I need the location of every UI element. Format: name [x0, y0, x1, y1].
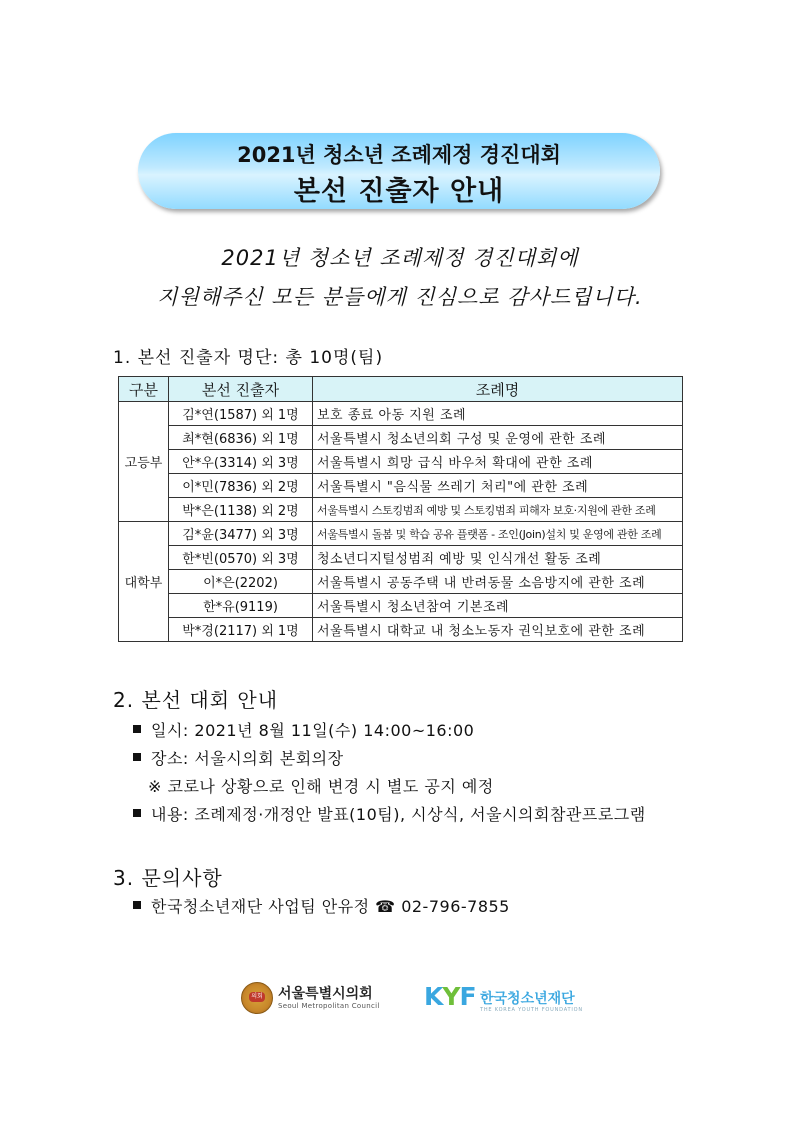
table-row — [119, 450, 683, 474]
section-3-heading: 3. 문의사항 — [113, 866, 223, 890]
table-row — [119, 546, 683, 570]
council-seal-text: 의회 — [249, 992, 265, 1002]
table-row — [119, 426, 683, 450]
ordinance-title: 서울특별시 스토킹범죄 예방 및 스토킹범죄 피해자 보호·지원에 관한 조례 — [313, 498, 683, 522]
finalist-name: 박*은(1138) 외 2명 — [169, 498, 313, 522]
foundation-name: 한국청소년재단 — [480, 991, 575, 1007]
bullet-square-icon — [133, 753, 141, 761]
table-row — [119, 402, 683, 426]
header-finalist: 본선 진출자 — [169, 377, 313, 402]
ordinance-title: 서울특별시 공동주택 내 반려동물 소음방지에 관한 조례 — [313, 570, 683, 594]
table-row — [119, 498, 683, 522]
event-date-text: 일시: 2021년 8월 11일(수) 14:00~16:00 — [151, 721, 475, 740]
event-date — [133, 718, 474, 741]
council-name: 서울특별시의회 — [278, 986, 373, 1002]
table-row — [119, 570, 683, 594]
table-row — [119, 474, 683, 498]
event-content-text: 내용: 조례제정·개정안 발표(10팀), 시상식, 서울시의회참관프로그램 — [151, 805, 646, 824]
finalist-name: 한*빈(0570) 외 3명 — [169, 546, 313, 570]
table-row — [119, 594, 683, 618]
division-university: 대학부 — [119, 522, 169, 642]
finalist-name: 최*현(6836) 외 1명 — [169, 426, 313, 450]
contact-text: 한국청소년재단 사업팀 안유정 ☎ 02-796-7855 — [151, 897, 510, 916]
title-banner — [138, 133, 660, 209]
ordinance-title: 서울특별시 대학교 내 청소노동자 권익보호에 관한 조례 — [313, 618, 683, 642]
header-ordinance: 조례명 — [313, 377, 683, 402]
ordinance-title: 보호 종료 아동 지원 조례 — [313, 402, 683, 426]
bullet-square-icon — [133, 809, 141, 817]
event-place — [133, 746, 344, 769]
greeting-line-2: 지원해주신 모든 분들에게 진심으로 감사드립니다. — [157, 285, 643, 309]
foundation-subtitle: THE KOREA YOUTH FOUNDATION — [480, 1007, 583, 1013]
finalist-name: 김*연(1587) 외 1명 — [169, 402, 313, 426]
finalist-name: 김*윤(3477) 외 3명 — [169, 522, 313, 546]
division-highschool: 고등부 — [119, 402, 169, 522]
banner-subtitle: 본선 진출자 안내 — [293, 176, 505, 207]
ordinance-title: 서울특별시 돌봄 및 학습 공유 플랫폼 - 조인(Join)설치 및 운영에 관한 조례 — [313, 522, 683, 546]
event-note: ※ 코로나 상황으로 인해 변경 시 별도 공지 예정 — [148, 777, 494, 796]
ordinance-title: 서울특별시 "음식물 쓰레기 처리"에 관한 조례 — [313, 474, 683, 498]
ordinance-title: 서울특별시 희망 급식 바우처 확대에 관한 조례 — [313, 450, 683, 474]
finalist-name: 이*민(7836) 외 2명 — [169, 474, 313, 498]
section-1-heading: 1. 본선 진출자 명단: 총 10명(팀) — [113, 348, 384, 368]
header-division: 구분 — [119, 377, 169, 402]
greeting-line-1: 2021년 청소년 조례제정 경진대회에 — [221, 246, 579, 270]
council-seal-logo — [241, 982, 273, 1014]
table-row — [119, 522, 683, 546]
council-subtitle: Seoul Metropolitan Council — [278, 1002, 380, 1010]
finalist-name: 이*은(2202) — [169, 570, 313, 594]
bullet-square-icon — [133, 725, 141, 733]
table-row — [119, 618, 683, 642]
finalist-table — [118, 376, 683, 642]
finalist-name: 한*유(9119) — [169, 594, 313, 618]
ordinance-title: 서울특별시 청소년참여 기본조례 — [313, 594, 683, 618]
event-content — [133, 802, 646, 825]
contact-info — [133, 894, 510, 917]
table-header-row — [119, 377, 683, 402]
bullet-square-icon — [133, 901, 141, 909]
event-place-text: 장소: 서울시의회 본회의장 — [151, 749, 344, 768]
banner-title: 2021년 청소년 조례제정 경진대회 — [237, 143, 561, 167]
finalist-name: 안*우(3314) 외 3명 — [169, 450, 313, 474]
footer-logos — [0, 980, 800, 1020]
ordinance-title: 청소년디지털성범죄 예방 및 인식개선 활동 조례 — [313, 546, 683, 570]
ordinance-title: 서울특별시 청소년의회 구성 및 운영에 관한 조례 — [313, 426, 683, 450]
finalist-name: 박*경(2117) 외 1명 — [169, 618, 313, 642]
section-2-heading: 2. 본선 대회 안내 — [113, 688, 279, 712]
kyf-logo: KYF — [424, 982, 476, 1011]
